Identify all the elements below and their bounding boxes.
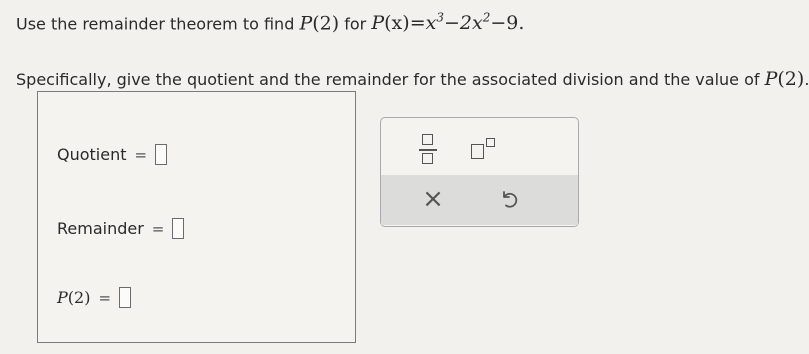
polynomial-expression: $P(x)=x^3-2x^2-9$. bbox=[371, 11, 525, 35]
p-value-label: P(2) bbox=[57, 288, 91, 307]
remainder-label: Remainder bbox=[57, 219, 144, 238]
exponent-icon[interactable] bbox=[471, 138, 501, 164]
clear-icon[interactable]: × bbox=[422, 184, 444, 214]
action-bar bbox=[381, 175, 578, 225]
remainder-input[interactable] bbox=[172, 218, 184, 239]
p-value-input[interactable] bbox=[119, 287, 131, 308]
fraction-icon[interactable] bbox=[418, 134, 438, 166]
math-tool-panel bbox=[380, 117, 579, 227]
question-line-2: Specifically, give the quotient and the remainder for the associated division and the value of P(2). bbox=[16, 68, 809, 90]
answer-box bbox=[37, 91, 356, 343]
question-line-1: Use the remainder theorem to find P(2) for $P(x)=x^3-2x^2-9$. bbox=[16, 11, 525, 35]
p-value-row: P(2) = bbox=[57, 287, 131, 308]
quotient-input[interactable] bbox=[155, 144, 167, 165]
quotient-label: Quotient bbox=[57, 145, 127, 164]
question-text: Use the remainder theorem to find bbox=[16, 14, 300, 34]
remainder-row: Remainder = bbox=[57, 218, 184, 239]
quotient-row: Quotient = bbox=[57, 144, 167, 165]
undo-icon[interactable] bbox=[493, 183, 525, 215]
